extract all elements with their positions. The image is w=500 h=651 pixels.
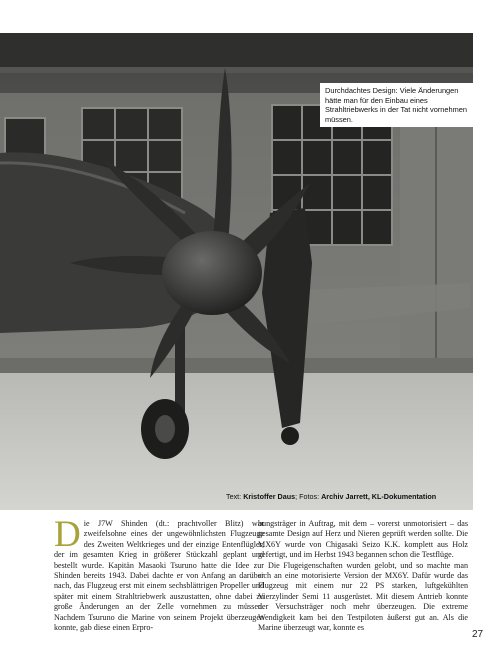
drop-cap: D	[54, 514, 81, 555]
credit-photos: Archiv Jarrett, KL-Dokumentation	[321, 492, 437, 501]
top-margin	[0, 0, 500, 30]
page-number: 27	[472, 629, 484, 640]
photo-caption: Durchdachtes Design: Viele Änderungen hätte man für den Einbau eines Strahltriebwerks in der Tat nicht vornehmen müssen.	[320, 83, 478, 127]
column-1-text: ie J7W Shinden (dt.: prachtvoller Blitz) war zweifelsohne eines der ungewöhnlichsten Flugzeuge des Zweiten Weltkrieges und der einzige Entenflügler, der im gesamten Krieg in größerer Stückzahl geplant und bestellt wurde. Kapitän Masaoki Tsuruno hatte die Idee zur Shinden bereits 1943. Dabei dachte er von Anfang an darüber nach, das Flugzeug erst mit einem sechsblättrigen Propeller und später mit einem Strahltriebwerk auszustatten, ohne dabei zu große Änderungen an der Zelle vornehmen zu müssen. Nachdem Tsuruno die Marine von seinem Projekt überzeugen konnte, gab diese einen Erpro-	[54, 519, 264, 633]
credit-text-label: Text:	[226, 492, 242, 501]
article-column-1	[54, 514, 264, 633]
credit-author: Kristoffer Daus	[243, 492, 296, 501]
column-2-paragraph-2: Die Flugeigenschaften wurden gelobt, und so machte man sich an eine motorisierte Version der MX6Y. Dafür wurde das Flugzeug mit einem nur 22 PS starken, luftgekühlten Vierzylinder Semi 11 ausgerüstet. Mit diesem Antrieb konnte der Versuchsträger noch mehr überzeugen. Die extreme Wendigkeit kam bei den Testpiloten äußerst gut an. Als die Marine überzeugt war, konnte es	[258, 560, 468, 633]
column-2-paragraph-1: bungsträger in Auftrag, mit dem – vorerst unmotorisiert – das gesamte Design auf Herz und Nieren geprüft werden sollte. Die MX6Y wurde von Chigasaki Seizo K.K. komplett aus Holz gefertigt, und im Herbst 1943 begannen schon die Testflüge.	[258, 519, 468, 560]
magazine-side-label	[475, 455, 489, 625]
credit-photos-label: ; Fotos:	[295, 492, 320, 501]
propeller-spinner	[162, 231, 262, 315]
photo-credit	[226, 492, 436, 501]
article-column-2	[258, 519, 468, 633]
